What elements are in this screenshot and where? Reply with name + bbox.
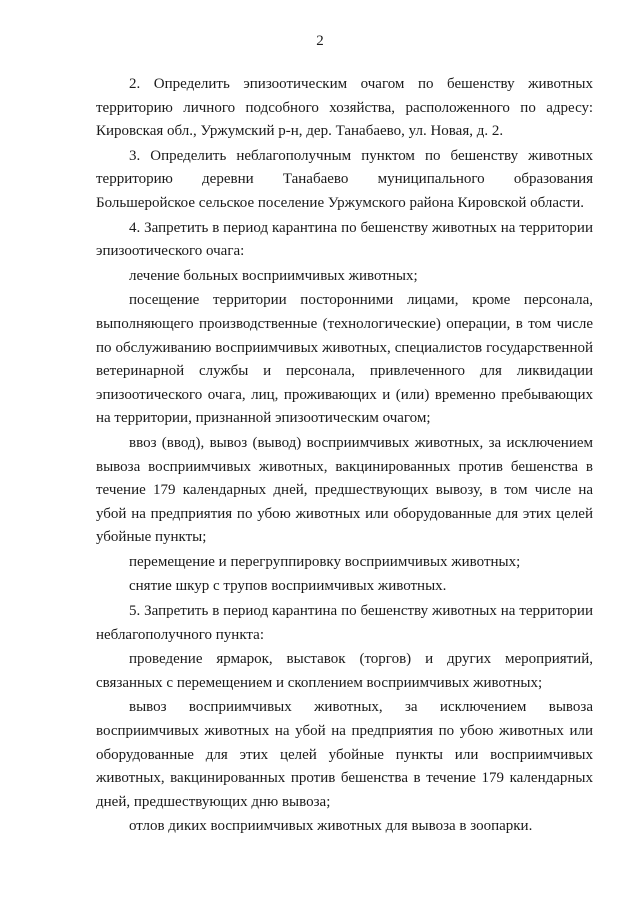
document-body xyxy=(96,73,593,839)
list-item: снятие шкур с трупов восприимчивых животных. xyxy=(129,578,447,595)
paragraph-5: 5. Запретить в период карантина по бешенству животных на территории неблагополучного пункта: xyxy=(96,603,593,643)
list-item: проведение ярмарок, выставок (торгов) и других мероприятий, связанных с перемещением и скоплением восприимчивых животных; xyxy=(96,651,593,691)
list-item: перемещение и перегруппировку восприимчивых животных; xyxy=(129,553,521,570)
paragraph-4: 4. Запретить в период карантина по бешенству животных на территории эпизоотического очага: xyxy=(96,219,593,260)
paragraph-3: 3. Определить неблагополучным пунктом по бешенству животных территорию деревни Танабаево муниципального образования Большеройское сельское поселение Уржумского района Кировской области. xyxy=(96,147,593,211)
list-item: посещение территории посторонними лицами, кроме персонала, выполняющего производственные (технологические) операции, в том числе по обслуживанию восприимчивых животных, специалистов государственной ветеринарной службы и персонала, привлеченного для ликвидации эпизоотического очага, лиц, проживающих и (или) временно пребывающих на территории, признанной эпизоотическим очагом; xyxy=(96,292,593,427)
list-item: лечение больных восприимчивых животных; xyxy=(129,267,418,284)
page-number: 2 xyxy=(316,33,324,49)
paragraph-2: 2. Определить эпизоотическим очагом по бешенству животных территорию личного подсобного хозяйства, расположенного по адресу: Кировская обл., Уржумский р-н, дер. Танабаево, ул. Новая, д. 2. xyxy=(96,76,593,140)
list-item: отлов диких восприимчивых животных для вывоза в зоопарки. xyxy=(129,818,533,835)
list-item: вывоз восприимчивых животных, за исключением вывоза восприимчивых животных на убой на предприятия по убою животных или оборудованные для этих целей убойные пункты или восприимчивых животных, вакцинированных против бешенства в течение 179 календарных дней, предшествующих дню вывоза; xyxy=(96,699,593,810)
list-item: ввоз (ввод), вывоз (вывод) восприимчивых животных, за исключением вывоза восприимчивых животных, вакцинированных против бешенства в течение 179 календарных дней, предшествующих вывозу, в том числе на убой на предприятия по убою животных или оборудованные для этих целей убойные пункты; xyxy=(96,434,593,546)
